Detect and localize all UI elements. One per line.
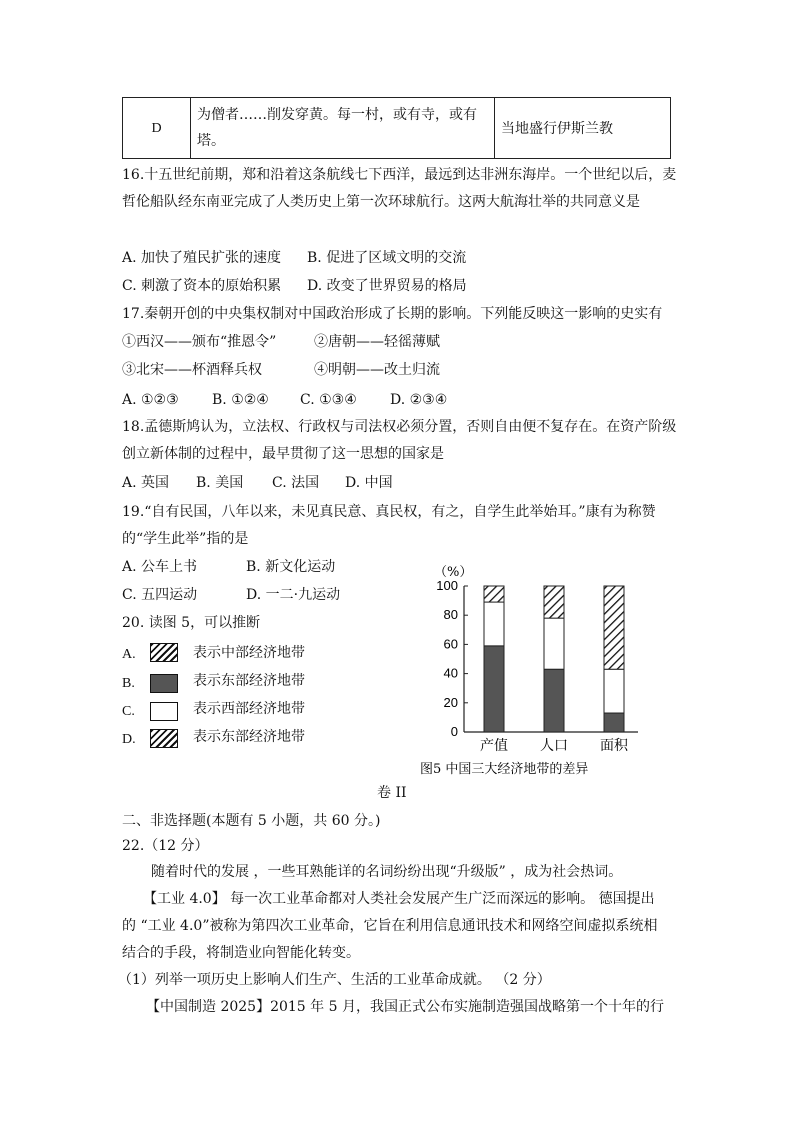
table-cell-text-line1: 为僧者……削发穿黄。每一村，或有寺，或有 [197, 107, 477, 123]
q19-option-c: C. 五四运动 [122, 587, 198, 603]
x-tick-label: 面积 [600, 738, 628, 754]
q18-option-b: B. 美国 [196, 475, 244, 491]
q17-option-d: D. ②③④ [390, 392, 448, 408]
stacked-bar-chart [420, 560, 690, 785]
q16-option-a: A. 加快了殖民扩张的速度 [122, 250, 282, 266]
q20-option-c-text: 表示西部经济地带 [193, 701, 305, 717]
industry-line3: 结合的手段，将制造业向智能化转变。 [122, 945, 360, 961]
q17-option-b: B. ①②④ [212, 392, 269, 408]
y-tick-label: 100 [436, 578, 458, 593]
q18-stem-line1: 18.孟德斯鸠认为，立法权、行政权与司法权必须分置，否则自由便不复存在。在资产阶级 [122, 419, 677, 435]
white-legend-box [150, 702, 178, 721]
dark-legend-box [150, 674, 178, 693]
x-tick-label: 人口 [540, 738, 568, 754]
chart-ylabel: （%） [434, 565, 473, 580]
made-in-china-line: 【中国制造 2025】2015 年 5 月，我国正式公布实施制造强国战略第一个十年的行 [146, 999, 664, 1015]
q22-score: 22.（12 分） [122, 838, 209, 854]
q20-option-d-text: 表示东部经济地带 [193, 729, 305, 745]
q20-option-a-letter: A. [122, 647, 136, 662]
table-cell-text-line2: 塔。 [197, 133, 225, 149]
table-row [123, 98, 671, 159]
industry-line2: 的 “工业 4.0”被称为第四次工业革命，它旨在利用信息通讯技术和网络空间虚拟系统相 [122, 918, 658, 934]
q17-option-c: C. ①③④ [300, 392, 357, 408]
q17-item-1: ①西汉——颁布“推恩令” [122, 334, 277, 350]
hatched-legend-box [150, 643, 178, 662]
hatched-legend-box [150, 729, 178, 748]
bar-hatched-0 [484, 586, 504, 602]
bar-white-0 [484, 602, 504, 646]
table-cell-letter: D [123, 98, 191, 159]
q16-stem-line1: 16.十五世纪前期，郑和沿着这条航线七下西洋，最远到达非洲东海岸。一个世纪以后，麦 [122, 167, 677, 183]
answer-table [122, 97, 671, 159]
q18-stem-line2: 创立新体制的过程中，最早贯彻了这一思想的国家是 [122, 446, 444, 462]
bar-white-2 [604, 669, 624, 713]
q17-option-a: A. ①②③ [122, 392, 179, 408]
y-tick-label: 0 [450, 724, 458, 739]
q17-stem: 17.秦朝开创的中央集权制对中国政治形成了长期的影响。下列能反映这一影响的史实有 [122, 306, 663, 322]
q20-option-a-text: 表示中部经济地带 [193, 645, 305, 661]
section-heading: 二、非选择题(本题有 5 小题，共 60 分。) [122, 813, 381, 829]
q16-option-d: D. 改变了世界贸易的格局 [307, 278, 467, 294]
bar-dark-0 [484, 646, 504, 732]
q19-stem-line1: 19.“自有民国，八年以来，未见真民意、真民权，有之，自学生此举始耳。”康有为称赞 [122, 504, 656, 520]
q17-item-4: ④明朝——改土归流 [314, 362, 440, 378]
q20-option-d-letter: D. [122, 732, 136, 747]
table-cell-result: 当地盛行伊斯兰教 [495, 98, 671, 159]
q20-option-c-letter: C. [122, 704, 135, 719]
bar-hatched-1 [544, 586, 564, 618]
q20-option-b-text: 表示东部经济地带 [193, 673, 305, 689]
y-tick-label: 20 [443, 694, 458, 710]
q19-option-a: A. 公车上书 [122, 559, 198, 575]
q20-option-b-letter: B. [122, 676, 135, 691]
q17-item-3: ③北宋——杯酒释兵权 [122, 362, 262, 378]
q16-option-c: C. 刺激了资本的原始积累 [122, 278, 282, 294]
bar-white-1 [544, 618, 564, 669]
industry-line1: 【工业 4.0】 每一次工业革命都对人类社会发展产生广泛而深远的影响。 德国提出 [143, 891, 655, 907]
bar-dark-2 [604, 713, 624, 732]
q16-stem-line2: 哲伦船队经东南亚完成了人类历史上第一次环球航行。这两大航海壮举的共同意义是 [122, 194, 640, 210]
q19-option-b: B. 新文化运动 [246, 559, 336, 575]
q20-stem: 20. 读图 5，可以推断 [122, 615, 261, 631]
y-tick-label: 40 [443, 665, 458, 681]
section-title: 卷 II [377, 785, 407, 801]
bar-dark-1 [544, 669, 564, 732]
q17-item-2: ②唐朝——轻徭薄赋 [314, 334, 440, 350]
q18-option-c: C. 法国 [272, 475, 320, 491]
bar-hatched-2 [604, 586, 624, 669]
q22-sub1: （1）列举一项历史上影响人们生产、生活的工业革命成就。 （2 分） [118, 972, 551, 988]
q19-option-d: D. 一二·九运动 [246, 587, 341, 603]
q18-option-d: D. 中国 [345, 475, 393, 491]
y-tick-label: 80 [443, 607, 458, 623]
q19-stem-line2: 的“学生此举”指的是 [122, 531, 249, 547]
x-tick-label: 产值 [480, 738, 508, 754]
chart-title: 图5 中国三大经济地带的差异 [420, 762, 589, 777]
q16-option-b: B. 促进了区域文明的交流 [307, 250, 467, 266]
y-tick-label: 60 [443, 636, 458, 652]
q18-option-a: A. 英国 [122, 475, 170, 491]
q22-intro: 随着时代的发展 ，一些耳熟能详的名词纷纷出现“升级版” ，成为社会热词。 [151, 864, 623, 880]
table-cell-text [191, 98, 495, 159]
